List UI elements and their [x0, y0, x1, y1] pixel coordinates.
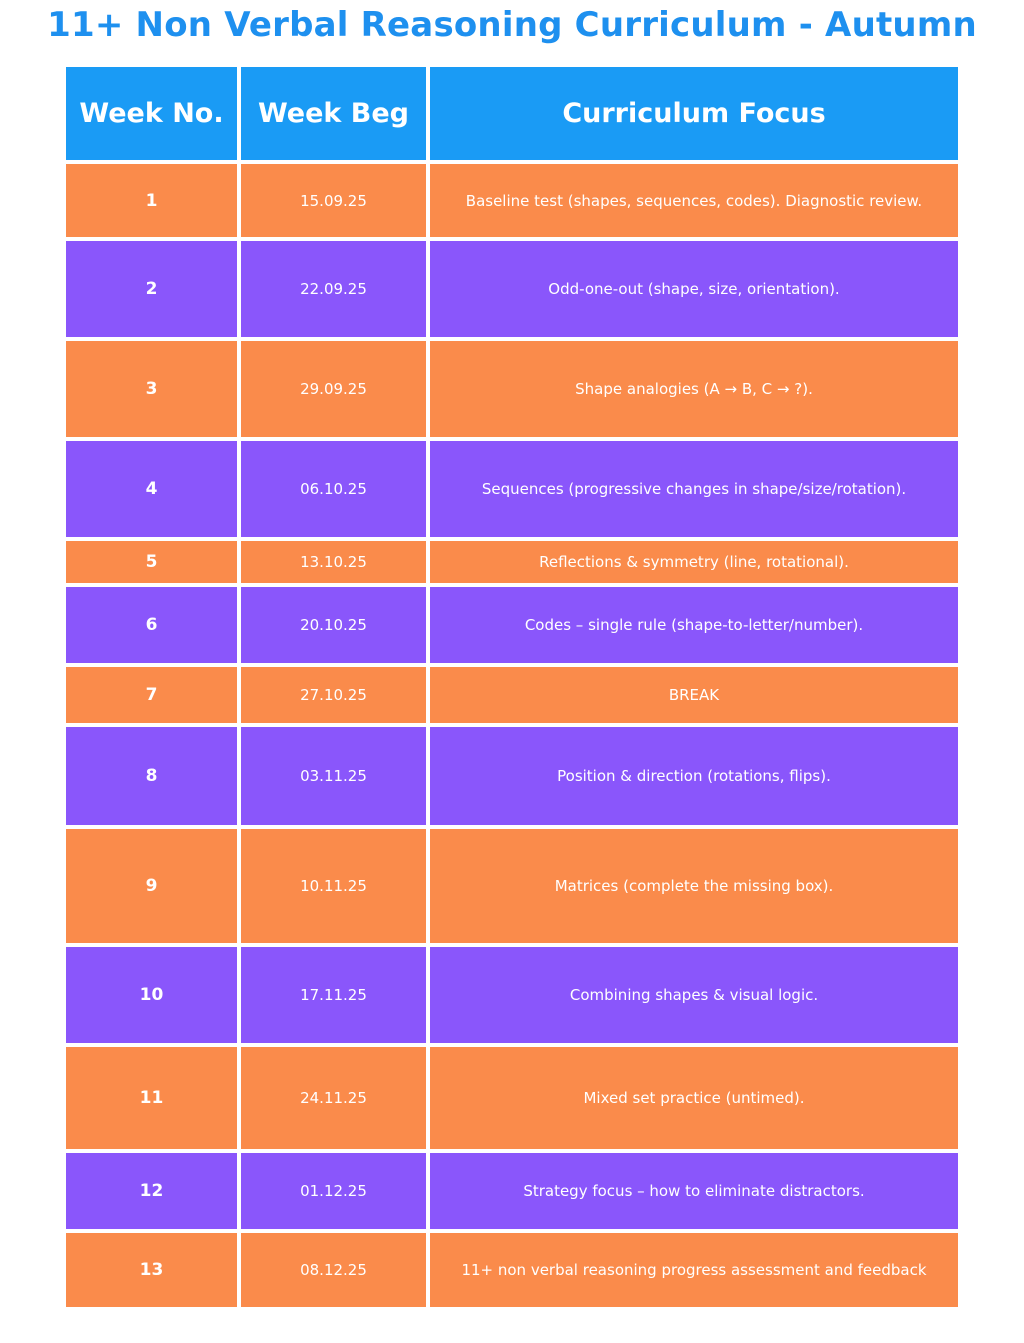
- week-number: 9: [66, 829, 237, 943]
- week-begin-date: 06.10.25: [241, 441, 426, 537]
- table-row: [66, 727, 958, 825]
- table-row: [66, 829, 958, 943]
- page-title: 11+ Non Verbal Reasoning Curriculum - Autumn: [47, 5, 977, 45]
- curriculum-focus: Sequences (progressive changes in shape/size/rotation).: [430, 441, 958, 537]
- header-curriculum-focus: Curriculum Focus: [430, 67, 958, 160]
- curriculum-focus: Combining shapes & visual logic.: [430, 947, 958, 1043]
- week-begin-date: 01.12.25: [241, 1153, 426, 1229]
- table-header: [66, 67, 958, 160]
- curriculum-focus: Strategy focus – how to eliminate distractors.: [430, 1153, 958, 1229]
- week-begin-date: 22.09.25: [241, 241, 426, 337]
- week-number: 7: [66, 667, 237, 723]
- week-number: 3: [66, 341, 237, 437]
- week-begin-date: 15.09.25: [241, 164, 426, 237]
- table-row: [66, 164, 958, 237]
- header-week-beg: Week Beg: [241, 67, 426, 160]
- header-week-no: Week No.: [66, 67, 237, 160]
- week-begin-date: 13.10.25: [241, 541, 426, 583]
- curriculum-focus: Mixed set practice (untimed).: [430, 1047, 958, 1149]
- week-begin-date: 24.11.25: [241, 1047, 426, 1149]
- week-begin-date: 29.09.25: [241, 341, 426, 437]
- table-row: [66, 1153, 958, 1229]
- curriculum-focus: Reflections & symmetry (line, rotational).: [430, 541, 958, 583]
- table-row: [66, 947, 958, 1043]
- curriculum-focus: Matrices (complete the missing box).: [430, 829, 958, 943]
- week-begin-date: 03.11.25: [241, 727, 426, 825]
- table-row: [66, 1233, 958, 1307]
- week-begin-date: 08.12.25: [241, 1233, 426, 1307]
- week-number: 8: [66, 727, 237, 825]
- week-number: 2: [66, 241, 237, 337]
- curriculum-focus: Codes – single rule (shape-to-letter/number).: [430, 587, 958, 663]
- week-number: 12: [66, 1153, 237, 1229]
- week-begin-date: 17.11.25: [241, 947, 426, 1043]
- table-row: [66, 441, 958, 537]
- week-begin-date: 10.11.25: [241, 829, 426, 943]
- week-begin-date: 27.10.25: [241, 667, 426, 723]
- week-number: 1: [66, 164, 237, 237]
- curriculum-focus: Baseline test (shapes, sequences, codes). Diagnostic review.: [430, 164, 958, 237]
- curriculum-focus: 11+ non verbal reasoning progress assessment and feedback: [430, 1233, 958, 1307]
- week-number: 5: [66, 541, 237, 583]
- curriculum-table: [66, 67, 958, 1311]
- table-row: [66, 1047, 958, 1149]
- week-number: 4: [66, 441, 237, 537]
- table-row: [66, 241, 958, 337]
- week-begin-date: 20.10.25: [241, 587, 426, 663]
- table-row: [66, 341, 958, 437]
- curriculum-focus: Odd-one-out (shape, size, orientation).: [430, 241, 958, 337]
- table-row: [66, 541, 958, 583]
- week-number: 6: [66, 587, 237, 663]
- week-number: 10: [66, 947, 237, 1043]
- curriculum-focus: BREAK: [430, 667, 958, 723]
- table-row: [66, 587, 958, 663]
- curriculum-focus: Position & direction (rotations, flips).: [430, 727, 958, 825]
- week-number: 13: [66, 1233, 237, 1307]
- week-number: 11: [66, 1047, 237, 1149]
- curriculum-focus: Shape analogies (A → B, C → ?).: [430, 341, 958, 437]
- table-row: [66, 667, 958, 723]
